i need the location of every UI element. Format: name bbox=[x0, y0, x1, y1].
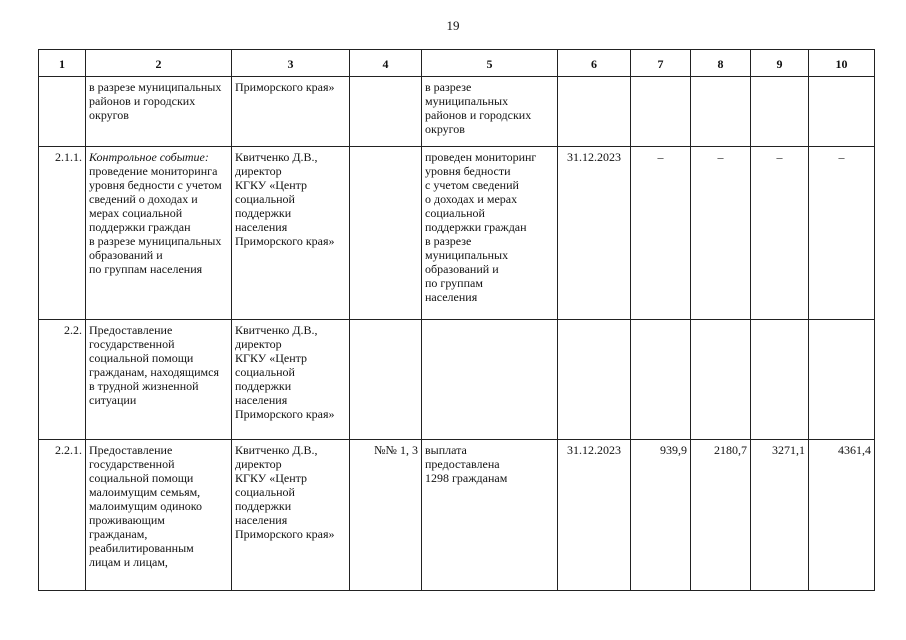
cell-item-number: 2.2.1. bbox=[39, 440, 86, 591]
cell-col-7: – bbox=[631, 147, 691, 320]
header-col-9: 9 bbox=[751, 50, 809, 77]
cell-deadline bbox=[558, 77, 631, 147]
table-row bbox=[39, 320, 875, 440]
control-event-label: Контрольное событие: bbox=[89, 150, 209, 164]
cell-result: в разрезе муниципальных районов и городских округов bbox=[422, 77, 558, 147]
description-text: Предоставление государственной социальной помощи малоимущим семьям, малоимущим одиноко проживающим гражданам, реабилитированным лицам и лицам, bbox=[89, 443, 203, 569]
header-col-3: 3 bbox=[232, 50, 350, 77]
description-text: в разрезе муниципальных районов и городских округов bbox=[89, 80, 222, 122]
cell-col-10: – bbox=[809, 147, 875, 320]
cell-col-7: 939,9 bbox=[631, 440, 691, 591]
header-col-5: 5 bbox=[422, 50, 558, 77]
cell-col-9: 3271,1 bbox=[751, 440, 809, 591]
cell-deadline: 31.12.2023 bbox=[558, 440, 631, 591]
cell-description bbox=[86, 320, 232, 440]
cell-col-9 bbox=[751, 77, 809, 147]
cell-col-9: – bbox=[751, 147, 809, 320]
header-col-4: 4 bbox=[350, 50, 422, 77]
table-row bbox=[39, 77, 875, 147]
table-row bbox=[39, 440, 875, 591]
cell-col-9 bbox=[751, 320, 809, 440]
cell-col-7 bbox=[631, 77, 691, 147]
cell-description bbox=[86, 440, 232, 591]
description-text: проведение мониторинга уровня бедности с учетом сведений о доходах и мерах социальной поддержки граждан в разрезе муниципальных образований и по группам населения bbox=[89, 164, 222, 276]
cell-deadline: 31.12.2023 bbox=[558, 147, 631, 320]
cell-indicator-refs bbox=[350, 147, 422, 320]
cell-indicator-refs: №№ 1, 3 bbox=[350, 440, 422, 591]
cell-col-10 bbox=[809, 77, 875, 147]
cell-deadline bbox=[558, 320, 631, 440]
cell-col-8 bbox=[691, 320, 751, 440]
description-text: Предоставление государственной социальной помощи гражданам, находящимся в трудной жизненной ситуации bbox=[89, 323, 219, 407]
cell-col-10: 4361,4 bbox=[809, 440, 875, 591]
cell-col-8: 2180,7 bbox=[691, 440, 751, 591]
header-col-8: 8 bbox=[691, 50, 751, 77]
cell-item-number: 2.1.1. bbox=[39, 147, 86, 320]
page-number: 19 bbox=[446, 18, 460, 33]
cell-item-number: 2.2. bbox=[39, 320, 86, 440]
cell-description bbox=[86, 147, 232, 320]
plan-table bbox=[38, 49, 875, 591]
cell-responsible: Квитченко Д.В., директор КГКУ «Центр социальной поддержки населения Приморского края» bbox=[232, 320, 350, 440]
cell-result bbox=[422, 320, 558, 440]
cell-responsible: Квитченко Д.В., директор КГКУ «Центр социальной поддержки населения Приморского края» bbox=[232, 440, 350, 591]
table-row bbox=[39, 147, 875, 320]
header-col-1: 1 bbox=[39, 50, 86, 77]
cell-responsible: Приморского края» bbox=[232, 77, 350, 147]
cell-col-10 bbox=[809, 320, 875, 440]
table-header-row bbox=[39, 50, 875, 77]
cell-col-8 bbox=[691, 77, 751, 147]
cell-col-8: – bbox=[691, 147, 751, 320]
header-col-6: 6 bbox=[558, 50, 631, 77]
header-col-10: 10 bbox=[809, 50, 875, 77]
header-col-7: 7 bbox=[631, 50, 691, 77]
cell-col-7 bbox=[631, 320, 691, 440]
cell-result: проведен мониторинг уровня бедности с учетом сведений о доходах и мерах социальной поддержки граждан в разрезе муниципальных образований и по группам населения bbox=[422, 147, 558, 320]
cell-indicator-refs bbox=[350, 77, 422, 147]
cell-responsible: Квитченко Д.В., директор КГКУ «Центр социальной поддержки населения Приморского края» bbox=[232, 147, 350, 320]
cell-item-number bbox=[39, 77, 86, 147]
cell-result: выплата предоставлена 1298 гражданам bbox=[422, 440, 558, 591]
cell-indicator-refs bbox=[350, 320, 422, 440]
header-col-2: 2 bbox=[86, 50, 232, 77]
cell-description bbox=[86, 77, 232, 147]
